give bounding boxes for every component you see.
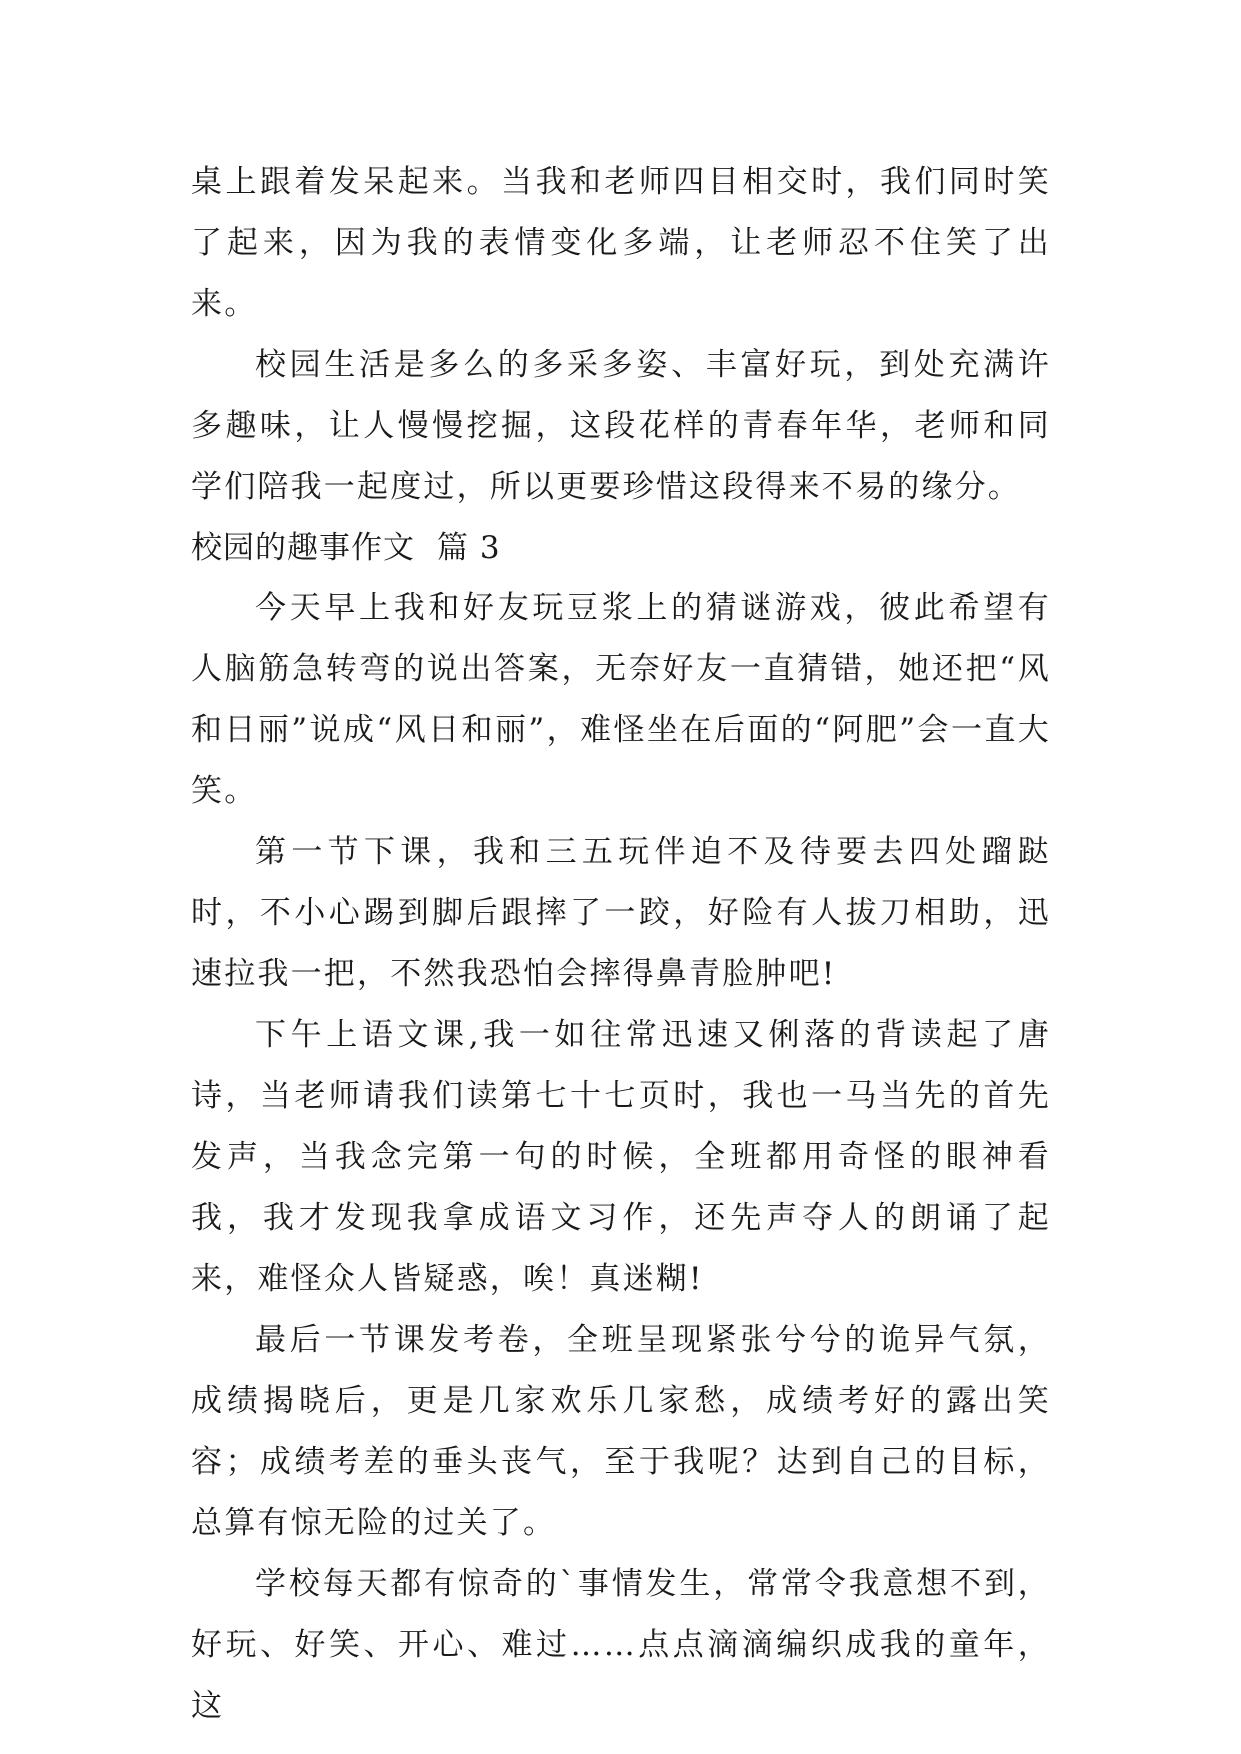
paragraph-continued: 桌上跟着发呆起来。当我和老师四目相交时，我们同时笑了起来，因为我的表情变化多端，让老师忍不住笑了出来。: [191, 164, 1051, 322]
section-title: [191, 518, 1051, 578]
paragraph-chinese-class: 下午上语文课,我一如往常迅速又俐落的背读起了唐诗，当老师请我们读第七十七页时，我也一马当先的首先发声，当我念完第一句的时候，全班都用奇怪的眼神看我，我才发现我拿成语文习作，还先声夺人的朗诵了起来，难怪众人皆疑惑，唉！真迷糊!: [191, 1017, 1051, 1297]
paragraph-campus-life: 校园生活是多么的多采多姿、丰富好玩，到处充满许多趣味，让人慢慢挖掘，这段花样的青春年华，老师和同学们陪我一起度过，所以更要珍惜这段得来不易的缘分。: [191, 347, 1051, 505]
document-body: [191, 152, 1051, 1737]
section-title-text: 校园的趣事作文: [191, 530, 415, 566]
section-title-label: 篇 3: [437, 530, 501, 566]
paragraph-school-surprises: 学校每天都有惊奇的`事情发生，常常令我意想不到，好玩、好笑、开心、难过……点点滴滴编织成我的童年，这: [191, 1566, 1051, 1724]
paragraph-morning: 今天早上我和好友玩豆浆上的猜谜游戏，彼此希望有人脑筋急转弯的说出答案，无奈好友一直猜错，她还把“风和日丽”说成“风日和丽”，难怪坐在后面的“阿肥”会一直大笑。: [191, 590, 1051, 809]
paragraph-exam-results: 最后一节课发考卷，全班呈现紧张兮兮的诡异气氛，成绩揭晓后，更是几家欢乐几家愁，成绩考好的露出笑容；成绩考差的垂头丧气，至于我呢？达到自己的目标，总算有惊无险的过关了。: [191, 1322, 1051, 1541]
paragraph-first-break: 第一节下课，我和三五玩伴迫不及待要去四处蹓跶时，不小心踢到脚后跟摔了一跤，好险有人拔刀相助，迅速拉我一把，不然我恐怕会摔得鼻青脸肿吧!: [191, 834, 1051, 992]
